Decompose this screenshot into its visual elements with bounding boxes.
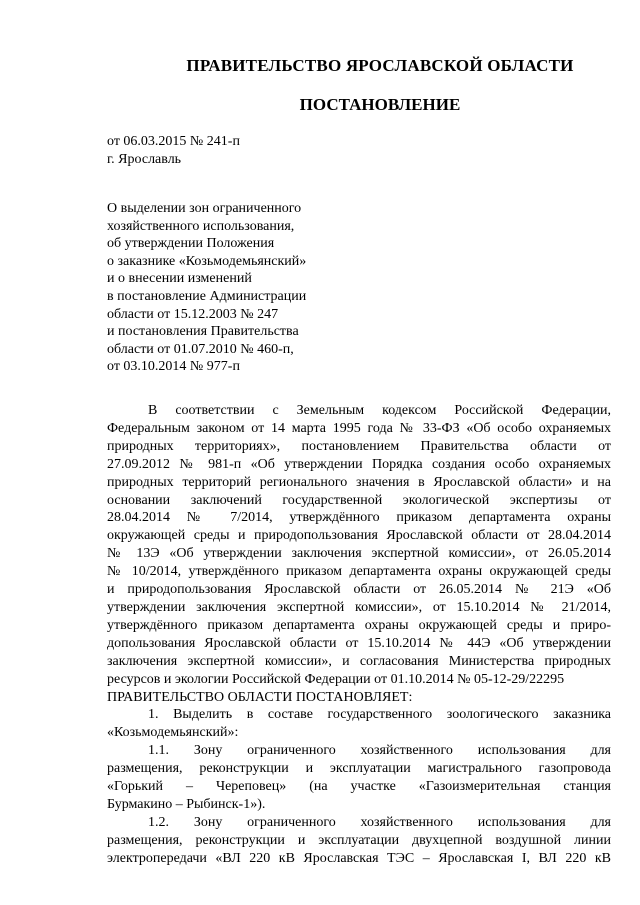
item-1-1 [107,742,611,814]
preamble-line: № 10/2014, утверждённого приказом департамента охраны окружающей среды [107,564,611,580]
preamble-line: № 13Э «Об утверждении заключения экспертной комиссии», от 26.05.2014 [107,546,611,562]
preamble-line: Федеральным законом от 14 марта 1995 года № 33-ФЗ «Об особо охраняемых [107,420,611,436]
preamble-line: 27.09.2012 № 981-п «Об утверждении Порядка создания особо охраняемых [107,456,611,472]
preamble-line: утверждённого приказом департамента охраны окружающей среды и приро- [107,617,611,633]
preamble-line: утверждении заключения экспертной комиссии», от 15.10.2014 № 21/2014, [107,599,611,615]
subject-block [107,200,306,376]
preamble-line: окружающей среды и природопользования Ярославской области от 28.04.2014 [107,528,611,544]
preamble-line: природных территорий регионального значения в Ярославской области» и на [107,474,611,490]
preamble-paragraph [107,402,611,689]
date-number: от 06.03.2015 № 241-п [107,134,240,149]
item-1-2-line: размещения, реконструкции и эксплуатации двухцепной воздушной линии [107,832,611,848]
item-1-line: «Козьмодемьянский»: [107,725,239,741]
item-1-line: 1. Выделить в составе государственного зоологического заказника [148,707,611,723]
city: г. Ярославль [107,152,182,167]
item-1-1-line: Бурмакино – Рыбинск-1»). [107,796,266,812]
subject-line: хозяйственного использования, [107,218,295,234]
item-1-2 [107,814,611,868]
organization-title: ПРАВИТЕЛЬСТВО ЯРОСЛАВСКОЙ ОБЛАСТИ [186,56,574,75]
subject-line: области от 15.12.2003 № 247 [107,306,279,322]
item-1-1-line: размещения, реконструкции и эксплуатации магистрального газопровода [107,761,611,777]
item-1-2-line: электропередачи «ВЛ 220 кВ Ярославская ТЭС – Ярославская I, ВЛ 220 кВ [107,850,611,866]
subject-line: в постановление Администрации [107,288,307,304]
preamble-line: природных территориях», постановлением Правительства области от [107,438,611,454]
document-meta [107,133,240,169]
preamble-line: основании заключений государственной экологической экспертизы от [107,492,611,508]
preamble-line: заключения экспертной комиссии», и согласования Министерства природных [107,653,611,669]
subject-line: о заказнике «Козьмодемьянский» [107,253,307,269]
resolves-heading: ПРАВИТЕЛЬСТВО ОБЛАСТИ ПОСТАНОВЛЯЕТ: [107,689,413,705]
item-1-1-line: 1.1. Зону ограниченного хозяйственного использования для [148,743,611,759]
subject-line: об утверждении Положения [107,236,275,252]
document-type-heading: ПОСТАНОВЛЕНИЕ [299,95,461,114]
preamble-line: В соответствии с Земельным кодексом Российской Федерации, [148,403,611,418]
item-1-1-line: «Горький – Череповец» (на участке «Газоизмерительная станция [107,779,611,795]
subject-line: и постановления Правительства [107,324,299,340]
subject-line: О выделении зон ограниченного [107,201,302,216]
preamble-line: и природопользования Ярославской области от 26.05.2014 № 21Э «Об [107,582,611,598]
subject-line: и о внесении изменений [107,271,252,287]
item-1-2-line: 1.2. Зону ограниченного хозяйственного использования для [148,814,611,830]
item-1 [107,706,611,742]
subject-line: области от 01.07.2010 № 460-п, [107,341,294,357]
document-body [107,402,611,868]
subject-line: от 03.10.2014 № 977-п [107,359,240,375]
preamble-line: ресурсов и экологии Российской Федерации от 01.10.2014 № 05-12-29/22295 [107,671,565,687]
preamble-line: 28.04.2014 № 7/2014, утверждённого приказом департамента охраны [107,510,611,526]
preamble-line: допользования Ярославской области от 15.10.2014 № 44Э «Об утверждении [107,635,611,651]
